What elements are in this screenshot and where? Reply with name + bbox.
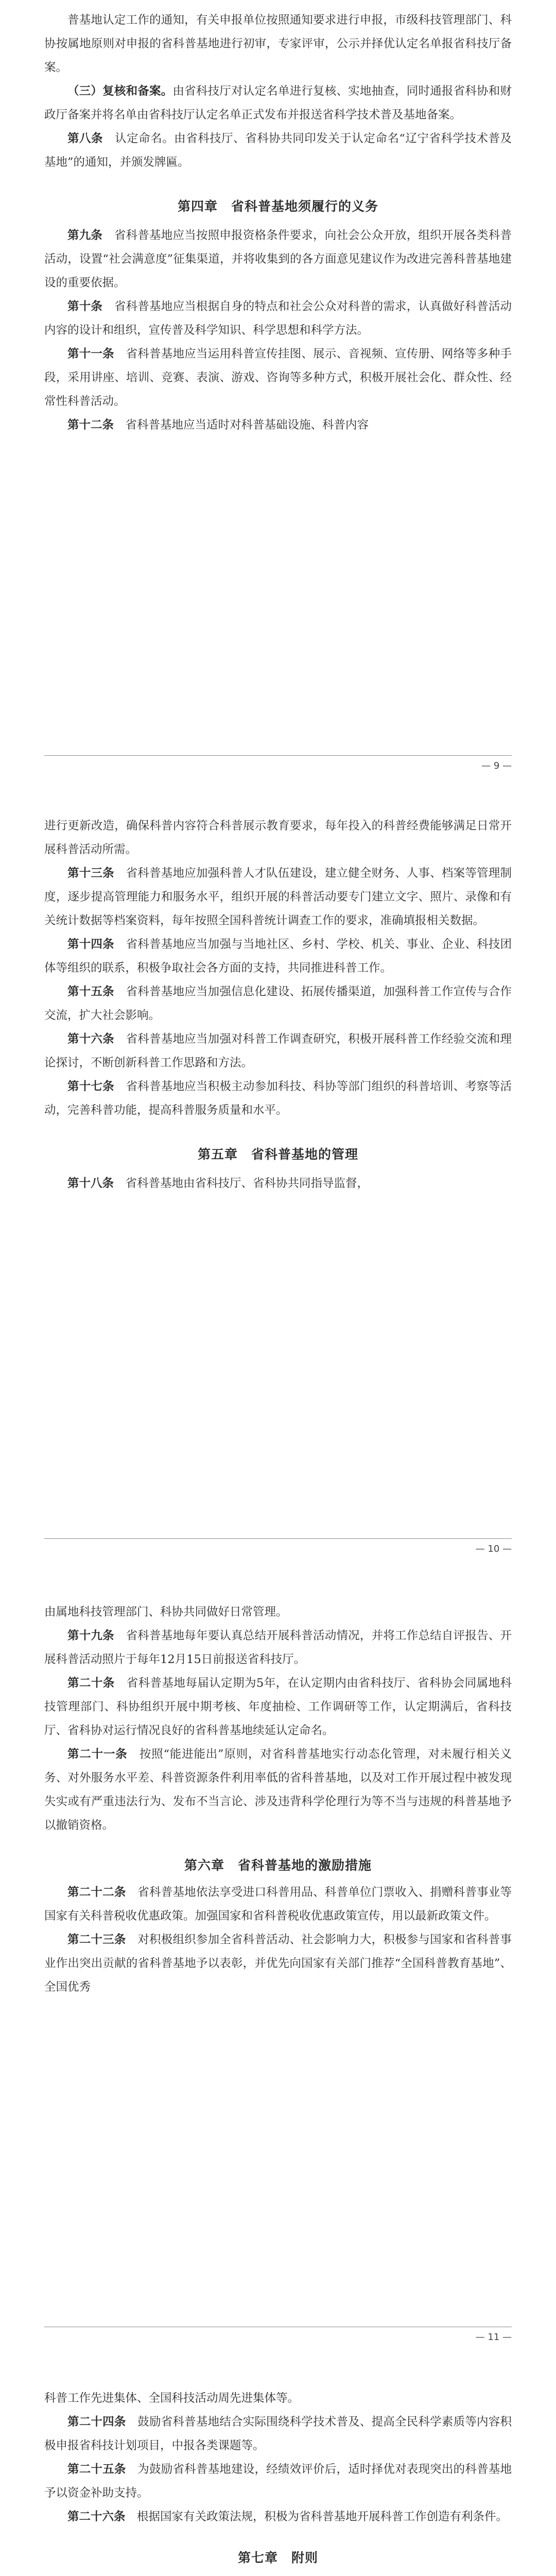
article-number: 第二十三条 [67, 1933, 126, 1946]
article-27 [44, 2574, 512, 2576]
article-26 [44, 2505, 512, 2529]
article-number: 第十六条 [67, 1032, 114, 1046]
article-number: 第十五条 [67, 985, 114, 998]
article-text: 省科普基地每年要认真总结开展科普活动情况，并将工作总结自评报告、开展科普活动照片于每年12月15日前报送省科技厅。 [44, 1629, 512, 1666]
article-number: 第十八条 [67, 1177, 114, 1190]
article-text: 省科普基地应当加强与当地社区、乡村、学校、机关、事业、企业、科技团体等组织的联系，积极争取社会各方面的支持，共同推进科普工作。 [44, 938, 512, 975]
paragraph: 进行更新改造，确保科普内容符合科普展示教育要求，每年投入的科普经费能够满足日常开展科普活动所需。 [44, 819, 512, 856]
article-text: 省科普基地依法享受进口科普用品、科普单位门票收入、捐赠科普事业等国家有关科普税收优惠政策。加强国家和省科普税收优惠政策宣传，用以最新政策文件。 [44, 1886, 512, 1923]
article-number: 第十九条 [67, 1629, 114, 1642]
article-text: 根据国家有关政策法规，积极为省科普基地开展科普工作创造有利条件。 [137, 2510, 508, 2523]
page-12 [0, 2359, 556, 2576]
page-divider [44, 755, 512, 756]
article-text: 省科普基地应加强科普人才队伍建设，建立健全财务、人事、档案等管理制度，逐步提高管理能力和服务水平，组织开展的科普活动要专门建立文字、照片、录像和有关统计数据等档案资料，每年按照全国科普统计调查工作的要求，准确填报相关数据。 [44, 867, 512, 927]
article-16 [44, 1027, 512, 1075]
article-text: 鼓励省科普基地结合实际围绕科学技术普及、提高全民科学素质等内容积极申报省科技计划项目，中报各类课题等。 [44, 2415, 512, 2452]
section-subheading: （三）复核和备案。 [67, 84, 173, 98]
paragraph: 由属地科技管理部门、科协共同做好日常管理。 [44, 1605, 288, 1619]
page-10 [0, 786, 556, 1572]
article-8 [44, 127, 512, 174]
article-number: 第十一条 [67, 347, 114, 361]
article-17 [44, 1075, 512, 1122]
article-number: 第十四条 [67, 938, 114, 951]
article-text: 为鼓励省科普基地建设，经绩效评价后，适时择优对表现突出的科普基地予以资金补助支持。 [44, 2463, 512, 2500]
article-text: 认定命名。由省科技厅、省科协共同印发关于认定命名“辽宁省科学技术普及基地”的通知，并颁发牌匾。 [44, 132, 512, 169]
chapter-title: 第四章 省科普基地须履行的义务 [177, 199, 378, 214]
article-text: 省科普基地应当适时对科普基础设施、科普内容 [125, 418, 369, 432]
article-number: 第十七条 [67, 1080, 114, 1093]
article-12 [44, 413, 512, 437]
article-text: 省科普基地应当按照申报资格条件要求，向社会公众开放，组织开展各类科普活动，设置“社会满意度”征集渠道，并将收集到的各方面意见建议作为改进完善科普基地建设的重要依据。 [44, 229, 512, 290]
page-9 [0, 0, 556, 786]
article-23 [44, 1928, 512, 1999]
article-13 [44, 861, 512, 933]
paragraph: 科普工作先进集体、全国科技活动周先进集体等。 [44, 2392, 300, 2405]
article-text: 省科普基地应当积极主动参加科技、科协等部门组织的科普培训、考察等活动，完善科普功能，提高科普服务质量和水平。 [44, 1080, 512, 1117]
article-number: 第十条 [67, 300, 103, 313]
article-11 [44, 342, 512, 413]
article-22 [44, 1880, 512, 1928]
page-number: — 11 — [475, 2332, 512, 2343]
article-number: 第九条 [67, 229, 103, 242]
article-number: 第二十六条 [67, 2510, 126, 2523]
chapter-title: 第六章 省科普基地的激励措施 [184, 1858, 372, 1873]
article-text: 省科普基地应当加强对科普工作调查研究，积极开展科普工作经验交流和理论探讨，不断创新科普工作思路和方法。 [44, 1032, 512, 1070]
paragraph: 普基地认定工作的通知，有关申报单位按照通知要求进行申报，市级科技管理部门、科协按属地原则对申报的省科普基地进行初审，专家评审，公示并择优认定名单报省科技厅备案。 [44, 13, 512, 74]
article-number: 第二十四条 [67, 2415, 126, 2429]
article-25 [44, 2458, 512, 2505]
article-text: 省科普基地由省科技厅、省科协共同指导监督， [125, 1177, 369, 1190]
article-number: 第二十五条 [67, 2463, 126, 2476]
article-text: 对积极组织参加全省科普活动、社会影响力大，积极参与国家和省科普事业作出突出贡献的省科普基地予以表彰，并优先向国家有关部门推荐“全国科普教育基地”、全国优秀 [44, 1933, 512, 1994]
article-19 [44, 1624, 512, 1671]
article-text: 省科普基地应当加强信息化建设、拓展传播渠道，加强科普工作宣传与合作交流，扩大社会影响。 [44, 985, 512, 1022]
article-number: 第二十一条 [67, 1748, 128, 1761]
article-number: 第二十条 [67, 1676, 115, 1690]
article-number: 第十三条 [67, 867, 114, 880]
article-10 [44, 295, 512, 342]
paragraph [44, 79, 512, 127]
page-number: — 9 — [481, 760, 512, 771]
article-number: 第十二条 [67, 418, 114, 432]
page-11 [0, 1572, 556, 2359]
article-18 [44, 1172, 512, 1195]
article-21 [44, 1742, 512, 1837]
article-24 [44, 2410, 512, 2458]
article-text: 省科普基地应当根据自身的特点和社会公众对科普的需求，认真做好科普活动内容的设计和组织，宣传普及科学知识、科学思想和科学方法。 [44, 300, 512, 337]
chapter-title: 第五章 省科普基地的管理 [197, 1147, 358, 1162]
article-14 [44, 933, 512, 980]
article-20 [44, 1671, 512, 1742]
article-15 [44, 980, 512, 1027]
paragraph-text: 由省科技厅对认定名单进行复核、实地抽查，同时通报省科协和财政厅备案并将名单由省科技厅认定名单正式发布并报送省科学技术普及基地备案。 [44, 84, 512, 122]
article-text: 省科普基地每届认定期为5年，在认定期内由省科技厅、省科协会同属地科技管理部门、科协组织开展中期考核、年度抽检、工作调研等工作，认定期满后，省科技厅、省科协对运行情况良好的省科普基地续延认定命名。 [44, 1676, 512, 1737]
page-divider [44, 1538, 512, 1539]
article-number: 第二十二条 [67, 1886, 126, 1899]
chapter-title: 第七章 附则 [237, 2550, 318, 2565]
article-text: 省科普基地应当运用科普宣传挂图、展示、音视频、宣传册、网络等多种手段，采用讲座、培训、竞赛、表演、游戏、咨询等多种方式，积极开展社会化、群众性、经常性科普活动。 [44, 347, 512, 408]
article-9 [44, 224, 512, 295]
article-number: 第八条 [67, 132, 103, 145]
page-number: — 10 — [475, 1544, 512, 1554]
article-text: 按照“能进能出”原则，对省科普基地实行动态化管理，对未履行相关义务、对外服务水平差、科普资源条件利用率低的省科普基地，以及对工作开展过程中被发现失实或有严重违法行为、发布不当言论、涉及违背科学伦理行为等不当与违规的科普基地予以撤销资格。 [44, 1748, 512, 1832]
